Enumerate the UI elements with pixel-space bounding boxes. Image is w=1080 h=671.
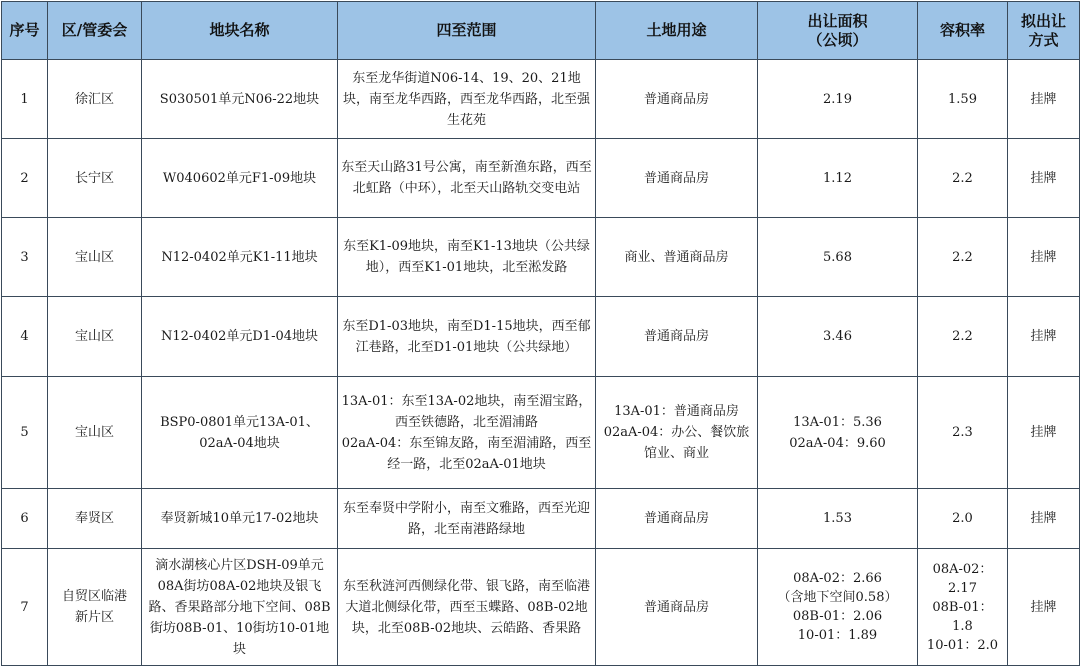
cell-far: 2.2 — [918, 297, 1008, 377]
cell-boundaries: 13A-01：东至13A-02地块，南至湄宝路，西至铁德路，北至湄浦路 02aA-04：东至锦友路，南至湄浦路，西至经一路，北至02aA-01地块 — [338, 377, 596, 489]
cell-boundaries: 东至D1-03地块，南至D1-15地块，西至郁江巷路，北至D1-01地块（公共绿地） — [338, 297, 596, 377]
table-row — [2, 489, 1080, 549]
cell-plot-name: N12-0402单元D1-04地块 — [142, 297, 338, 377]
cell-area: 2.19 — [758, 60, 918, 139]
table-row — [2, 60, 1080, 139]
table-row — [2, 139, 1080, 218]
cell-land-use: 普通商品房 — [596, 60, 758, 139]
cell-seq: 3 — [2, 218, 48, 297]
header-method: 拟出让 方式 — [1008, 2, 1080, 60]
table-row — [2, 218, 1080, 297]
cell-boundaries: 东至K1-09地块，南至K1-13地块（公共绿地），西至K1-01地块，北至淞发路 — [338, 218, 596, 297]
cell-boundaries: 东至天山路31号公寓，南至新渔东路，西至北虹路（中环），北至天山路轨交变电站 — [338, 139, 596, 218]
table-row — [2, 377, 1080, 489]
cell-far: 2.3 — [918, 377, 1008, 489]
cell-seq: 5 — [2, 377, 48, 489]
table-row — [2, 297, 1080, 377]
cell-plot-name: W040602单元F1-09地块 — [142, 139, 338, 218]
header-seq: 序号 — [2, 2, 48, 60]
cell-land-use: 普通商品房 — [596, 549, 758, 666]
cell-land-use: 商业、普通商品房 — [596, 218, 758, 297]
cell-plot-name: N12-0402单元K1-11地块 — [142, 218, 338, 297]
table-row — [2, 549, 1080, 666]
cell-seq: 1 — [2, 60, 48, 139]
land-parcel-table — [1, 1, 1080, 666]
cell-far: 1.59 — [918, 60, 1008, 139]
header-row — [2, 2, 1080, 60]
cell-land-use: 普通商品房 — [596, 297, 758, 377]
cell-district: 自贸区临港 新片区 — [48, 549, 142, 666]
cell-far: 2.2 — [918, 139, 1008, 218]
cell-plot-name: 滴水湖核心片区DSH-09单元08A街坊08A-02地块及银飞路、香果路部分地下空间、08B街坊08B-01、10街坊10-01地块 — [142, 549, 338, 666]
cell-seq: 7 — [2, 549, 48, 666]
header-district: 区/管委会 — [48, 2, 142, 60]
cell-method: 挂牌 — [1008, 377, 1080, 489]
header-land-use: 土地用途 — [596, 2, 758, 60]
header-plot-name: 地块名称 — [142, 2, 338, 60]
cell-area: 13A-01：5.36 02aA-04：9.60 — [758, 377, 918, 489]
cell-far: 2.0 — [918, 489, 1008, 549]
cell-seq: 4 — [2, 297, 48, 377]
cell-seq: 2 — [2, 139, 48, 218]
cell-method: 挂牌 — [1008, 218, 1080, 297]
cell-method: 挂牌 — [1008, 297, 1080, 377]
header-area: 出让面积 （公顷） — [758, 2, 918, 60]
cell-land-use: 13A-01：普通商品房 02aA-04：办公、餐饮旅馆业、商业 — [596, 377, 758, 489]
cell-boundaries: 东至秋涟河西侧绿化带、银飞路，南至临港大道北侧绿化带，西至玉蝶路、08B-02地块，北至08B-02地块、云皓路、香果路 — [338, 549, 596, 666]
header-far: 容积率 — [918, 2, 1008, 60]
cell-seq: 6 — [2, 489, 48, 549]
cell-method: 挂牌 — [1008, 549, 1080, 666]
cell-district: 宝山区 — [48, 297, 142, 377]
header-boundaries: 四至范围 — [338, 2, 596, 60]
cell-land-use: 普通商品房 — [596, 489, 758, 549]
cell-plot-name: S030501单元N06-22地块 — [142, 60, 338, 139]
cell-boundaries: 东至龙华街道N06-14、19、20、21地块，南至龙华西路，西至龙华西路，北至强生花苑 — [338, 60, 596, 139]
cell-district: 宝山区 — [48, 377, 142, 489]
cell-district: 宝山区 — [48, 218, 142, 297]
cell-plot-name: 奉贤新城10单元17-02地块 — [142, 489, 338, 549]
cell-method: 挂牌 — [1008, 139, 1080, 218]
cell-plot-name: BSP0-0801单元13A-01、 02aA-04地块 — [142, 377, 338, 489]
cell-area: 3.46 — [758, 297, 918, 377]
cell-land-use: 普通商品房 — [596, 139, 758, 218]
cell-method: 挂牌 — [1008, 60, 1080, 139]
cell-area: 5.68 — [758, 218, 918, 297]
cell-district: 长宁区 — [48, 139, 142, 218]
cell-area: 1.53 — [758, 489, 918, 549]
cell-area: 1.12 — [758, 139, 918, 218]
cell-district: 奉贤区 — [48, 489, 142, 549]
cell-method: 挂牌 — [1008, 489, 1080, 549]
cell-boundaries: 东至奉贤中学附小，南至文雅路，西至光迎路，北至南港路绿地 — [338, 489, 596, 549]
cell-area: 08A-02：2.66 （含地下空间0.58） 08B-01：2.06 10-01：1.89 — [758, 549, 918, 666]
cell-district: 徐汇区 — [48, 60, 142, 139]
cell-far: 08A-02： 2.17 08B-01： 1.8 10-01：2.0 — [918, 549, 1008, 666]
cell-far: 2.2 — [918, 218, 1008, 297]
